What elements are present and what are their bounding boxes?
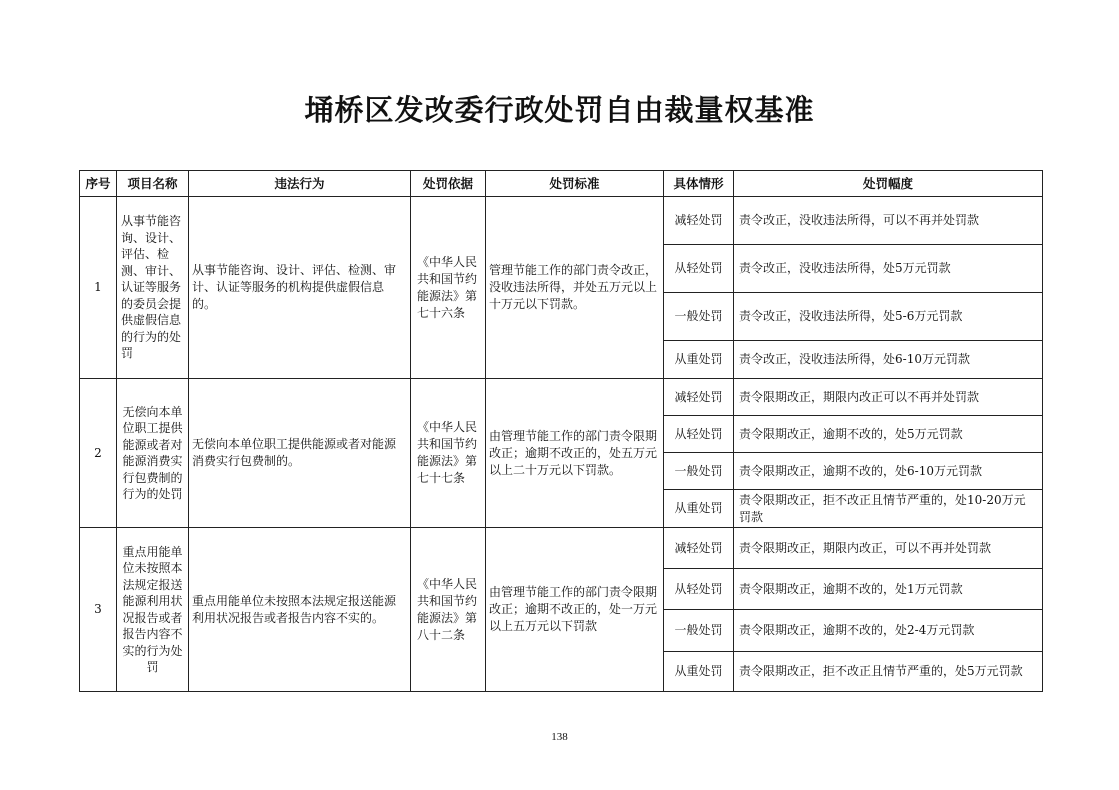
- document-title: 埇桥区发改委行政处罚自由裁量权基准: [304, 93, 815, 127]
- situation-cell: 从重处罚: [664, 341, 734, 379]
- amount-cell: 责令限期改正，逾期不改的，处2-4万元罚款: [734, 610, 1043, 652]
- table-row: [80, 197, 1043, 245]
- header-name: 项目名称: [117, 171, 189, 197]
- situation-cell: 减轻处罚: [664, 379, 734, 416]
- table-row: [80, 528, 1043, 569]
- header-situation: 具体情形: [664, 171, 734, 197]
- item-name: 从事节能咨询、设计、评估、检测、审计、认证等服务的委员会提供虚假信息的行为的处罚: [117, 197, 189, 379]
- item-name: 重点用能单位未按照本法规定报送能源利用状况报告或者报告内容不实的行为处罚: [117, 528, 189, 692]
- item-behavior: 重点用能单位未按照本法规定报送能源利用状况报告或者报告内容不实的。: [189, 528, 411, 692]
- header-behavior: 违法行为: [189, 171, 411, 197]
- amount-cell: 责令限期改正，逾期不改的，处1万元罚款: [734, 569, 1043, 610]
- penalty-table: [79, 170, 1043, 692]
- header-basis: 处罚依据: [411, 171, 486, 197]
- item-name: 无偿向本单位职工提供能源或者对能源消费实行包费制的行为的处罚: [117, 379, 189, 528]
- situation-cell: 从重处罚: [664, 652, 734, 692]
- item-basis: 《中华人民共和国节约能源法》第八十二条: [411, 528, 486, 692]
- header-no: 序号: [80, 171, 117, 197]
- situation-cell: 从轻处罚: [664, 416, 734, 453]
- item-basis: 《中华人民共和国节约能源法》第七十六条: [411, 197, 486, 379]
- item-basis: 《中华人民共和国节约能源法》第七十七条: [411, 379, 486, 528]
- amount-cell: 责令改正，没收违法所得，处5万元罚款: [734, 245, 1043, 293]
- table-row: [80, 379, 1043, 416]
- situation-cell: 从轻处罚: [664, 569, 734, 610]
- situation-cell: 从轻处罚: [664, 245, 734, 293]
- item-number: 2: [80, 379, 117, 528]
- item-standard: 由管理节能工作的部门责令限期改正；逾期不改正的，处五万元以上二十万元以下罚款。: [486, 379, 664, 528]
- amount-cell: 责令改正，没收违法所得，处6-10万元罚款: [734, 341, 1043, 379]
- page-number: 138: [551, 731, 568, 743]
- situation-cell: 从重处罚: [664, 490, 734, 528]
- situation-cell: 一般处罚: [664, 610, 734, 652]
- item-behavior: 无偿向本单位职工提供能源或者对能源消费实行包费制的。: [189, 379, 411, 528]
- item-standard: 管理节能工作的部门责令改正，没收违法所得，并处五万元以上十万元以下罚款。: [486, 197, 664, 379]
- amount-cell: 责令限期改正，期限内改正可以不再并处罚款: [734, 379, 1043, 416]
- item-number: 1: [80, 197, 117, 379]
- amount-cell: 责令改正，没收违法所得，处5-6万元罚款: [734, 293, 1043, 341]
- situation-cell: 减轻处罚: [664, 197, 734, 245]
- amount-cell: 责令限期改正，拒不改正且情节严重的，处5万元罚款: [734, 652, 1043, 692]
- header-amount: 处罚幅度: [734, 171, 1043, 197]
- amount-cell: 责令限期改正，逾期不改的，处5万元罚款: [734, 416, 1043, 453]
- situation-cell: 减轻处罚: [664, 528, 734, 569]
- amount-cell: 责令限期改正，拒不改正且情节严重的，处10-20万元罚款: [734, 490, 1043, 528]
- item-number: 3: [80, 528, 117, 692]
- amount-cell: 责令限期改正，期限内改正，可以不再并处罚款: [734, 528, 1043, 569]
- item-behavior: 从事节能咨询、设计、评估、检测、审计、认证等服务的机构提供虚假信息的。: [189, 197, 411, 379]
- amount-cell: 责令限期改正，逾期不改的，处6-10万元罚款: [734, 453, 1043, 490]
- situation-cell: 一般处罚: [664, 293, 734, 341]
- situation-cell: 一般处罚: [664, 453, 734, 490]
- table-header-row: [80, 171, 1043, 197]
- item-standard: 由管理节能工作的部门责令限期改正；逾期不改正的，处一万元以上五万元以下罚款: [486, 528, 664, 692]
- amount-cell: 责令改正，没收违法所得，可以不再并处罚款: [734, 197, 1043, 245]
- header-standard: 处罚标准: [486, 171, 664, 197]
